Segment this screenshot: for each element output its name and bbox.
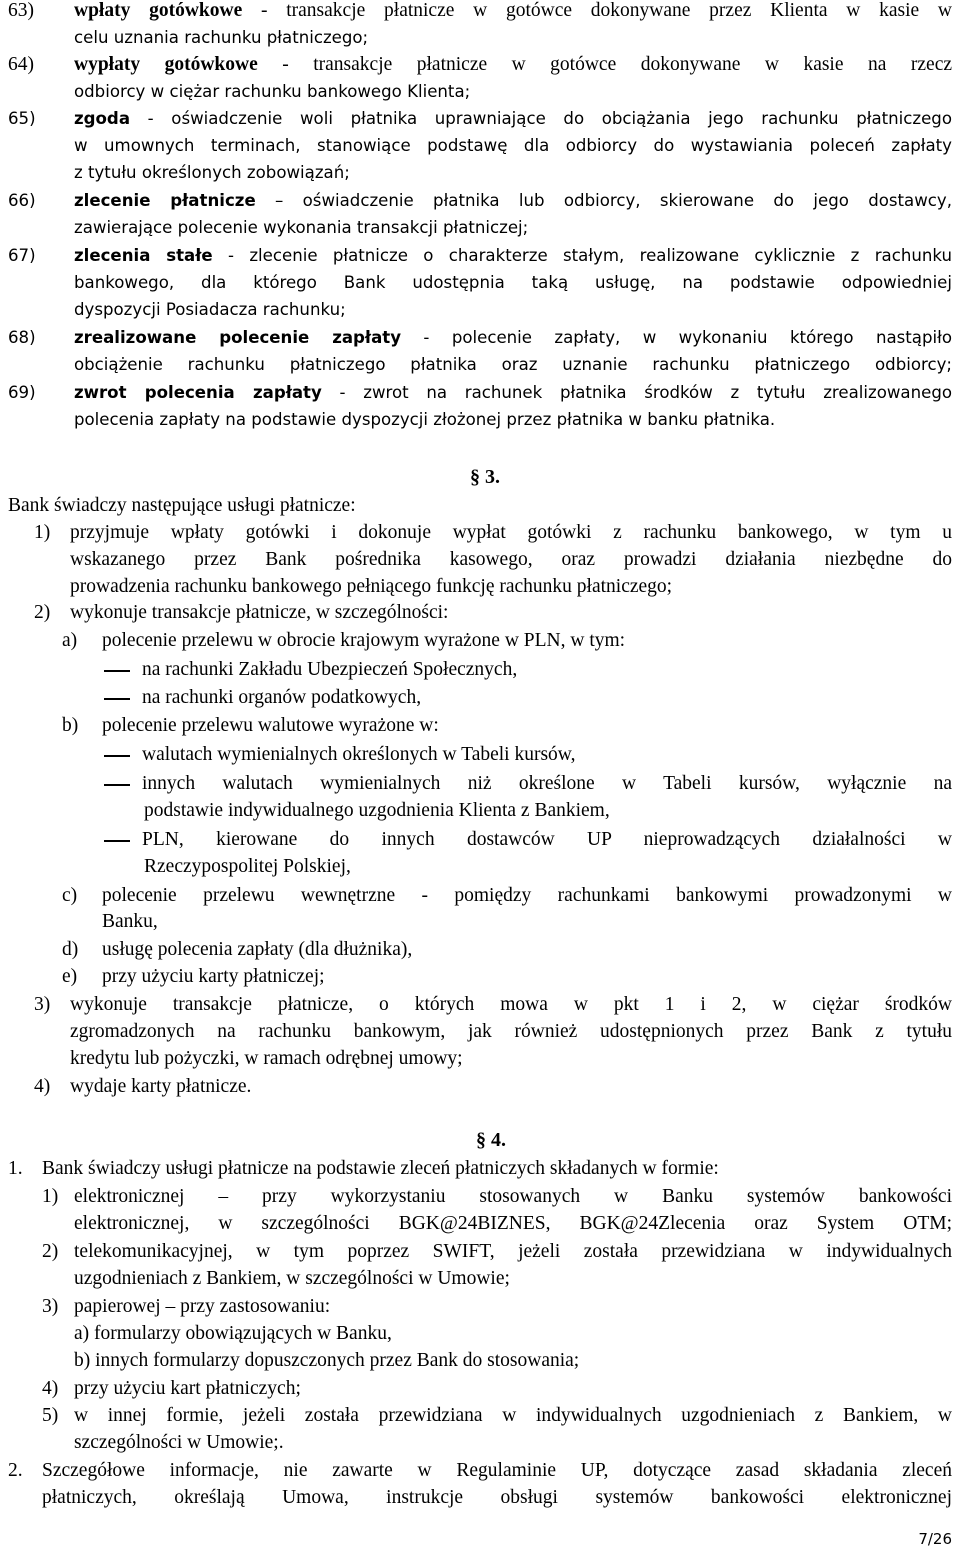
section-3-heading: § 3. xyxy=(470,466,500,488)
definition-64-line-2: odbiorcy w ciężar rachunku bankowego Klienta; xyxy=(74,82,471,101)
term: wypłaty gotówkowe xyxy=(74,54,258,75)
dash-bullet xyxy=(104,670,130,672)
definition-65-line-2: w umownych terminach, stanowiące podstawę dla odbiorcy do wystawiania poleceń zapłaty xyxy=(74,136,952,155)
page-number: 7/26 xyxy=(918,1530,952,1548)
dash-bullet xyxy=(104,755,130,757)
definition-63-line-2: celu uznania rachunku płatniczego; xyxy=(74,28,369,47)
dash-bullet xyxy=(104,784,130,786)
definition-67-line-2: bankowego, dla którego Bank udostępnia taką usługę, na podstawie odpowiedniej xyxy=(74,273,952,292)
definition-69-line-2: polecenia zapłaty na podstawie dyspozycji złożonej przez płatnika w banku płatnika. xyxy=(74,410,776,429)
definition-68-line-2: obciążenie rachunku płatniczego płatnika oraz uznanie rachunku płatniczego odbiorcy; xyxy=(74,355,952,374)
definition-67-line-3: dyspozycji Posiadacza rachunku; xyxy=(74,300,346,319)
document-page: 63) wpłaty gotówkowe - transakcje płatnicze w gotówce dokonywane przez Klienta w kasie w celu uznania rachunku płatniczego; 64) wypłaty gotówkowe - transakcje płatnicze w gotówce dokonywane w kasie na rzecz odbiorcy w ciężar rachunku bankowego Klienta; 65) zgoda - oświadczenie woli płatnika uprawniające do obciążania jego rachunku płatniczego w umownych terminach, stanowiące podstawę dla odbiorcy do wystawiania poleceń zapłaty z tytułu określonych zobowiązań; 66) zlecenie płatnicze – oświadczenie płatnika lub odbiorcy, skierowane do jego dostawcy, zawierające polecenie wykonania transakcji płatniczej; 67) zlecenia stałe - zlecenie płatnicze o charakterze stałym, realizowane cyklicznie z rachunku bankowego, dla którego Bank udostępnia taką usługę, na podstawie odpowiedniej dyspozycji Posiadacza rachunku; 68) zrealizowane polecenie zapłaty - polecenie zapłaty, w wykonaniu którego nastąpiło obciążenie rachunku płatniczego płatnika oraz uznanie rachunku płatniczego odbiorcy; 69) zwrot polecenia zapłaty - zwrot na rachunek płatnika środków z tytułu zrealizowanego polecenia zapłaty na podstawie dyspozycji złożonej przez płatnika w banku płatnika. § 3. Bank świadczy następujące usługi płatnicze: 1) przyjmuje wpłaty gotówki i dokonuje wypłat gotówki z rachunku bankowego, w tym u wskazanego przez Bank pośrednika kasowego, oraz prowadzi działania niezbędne do prowadzenia rachunku bankowego pełniącego funkcję rachunku płatniczego; 2) wykonuje transakcje płatnicze, w szczególności: a) polecenie przelewu w obrocie krajowym wyrażone w PLN, w tym: na rachunki Zakładu Ubezpieczeń Społecznych, na rachunki organów podatkowych, b) polecenie przelewu walutowe wyrażone w: walutach wymienialnych określonych w Tabeli kursów, innych walutach wymienialnych niż określone w Tabeli kursów, wyłącznie na podstawie indywidualnego uzgodnienia Klienta z Bankiem, PLN, kierowane do innych dostawców UP nieprowadzących działalności w Rzeczypospolitej Polskiej, c) polecenie przelewu wewnętrzne - pomiędzy rachunkami bankowymi prowadzonymi w Banku, d) usługę polecenia zapłaty (dla dłużnika), e) przy użyciu karty płatniczej; 3) wykonuje transakcje płatnicze, o których mowa w pkt 1 i 2, w ciężar środków zgromadzonych na rachunku bankowym, jak również udostępnionych przez Bank z tytułu kredytu lub pożyczki, w ramach odrębnej umowy; 4) wydaje karty płatnicze. § 4. 1. Bank świadczy usługi płatnicze na podstawie zleceń płatniczych składanych w formie: 1) elektronicznej – przy wykorzystaniu stosowanych w Banku systemów bankowości elektronicznej, w szczególności BGK@24BIZNES, BGK@24Zlecenia oraz System OTM; 2) telekomunikacyjnej, w tym poprzez SWIFT, jeżeli została przewidziana w indywidualnych uzgodnieniach z Bankiem, w szczególności w Umowie; 3) papierowej – przy zastosowaniu: a) formularzy obowiązujących w Banku, b) innych formularzy dopuszczonych przez Bank do stosowania; 4) przy użyciu kart płatniczych; 5) w innej formie, jeżeli została przewidziana w indywidualnych uzgodnieniach z Bankiem, w szczególności w Umowie;. 2. Szczegółowe informacje, nie zawarte w Regulaminie UP, dotyczące zasad składania zleceń płatniczych, określają Umowa, instrukcje obsługi systemów bankowości elektronicznej 7/26 xyxy=(0,0,960,1562)
term: zwrot polecenia zapłaty xyxy=(74,383,322,402)
term: zlecenia stałe xyxy=(74,246,213,265)
dash-bullet xyxy=(104,840,130,842)
section-3-intro: Bank świadczy następujące usługi płatnicze: xyxy=(8,495,356,516)
definition-66-line-2: zawierające polecenie wykonania transakcji płatniczej; xyxy=(74,218,529,237)
term: wpłaty gotówkowe xyxy=(74,0,243,21)
term: zrealizowane polecenie zapłaty xyxy=(74,328,402,347)
section-4-heading: § 4. xyxy=(476,1129,506,1151)
term: zgoda xyxy=(74,109,131,128)
definition-63: 63) wpłaty gotówkowe - transakcje płatnicze w gotówce dokonywane przez Klienta w kasie w xyxy=(8,0,952,21)
term: zlecenie płatnicze xyxy=(74,191,256,210)
definition-65-line-3: z tytułu określonych zobowiązań; xyxy=(74,163,350,182)
dash-bullet xyxy=(104,698,130,700)
